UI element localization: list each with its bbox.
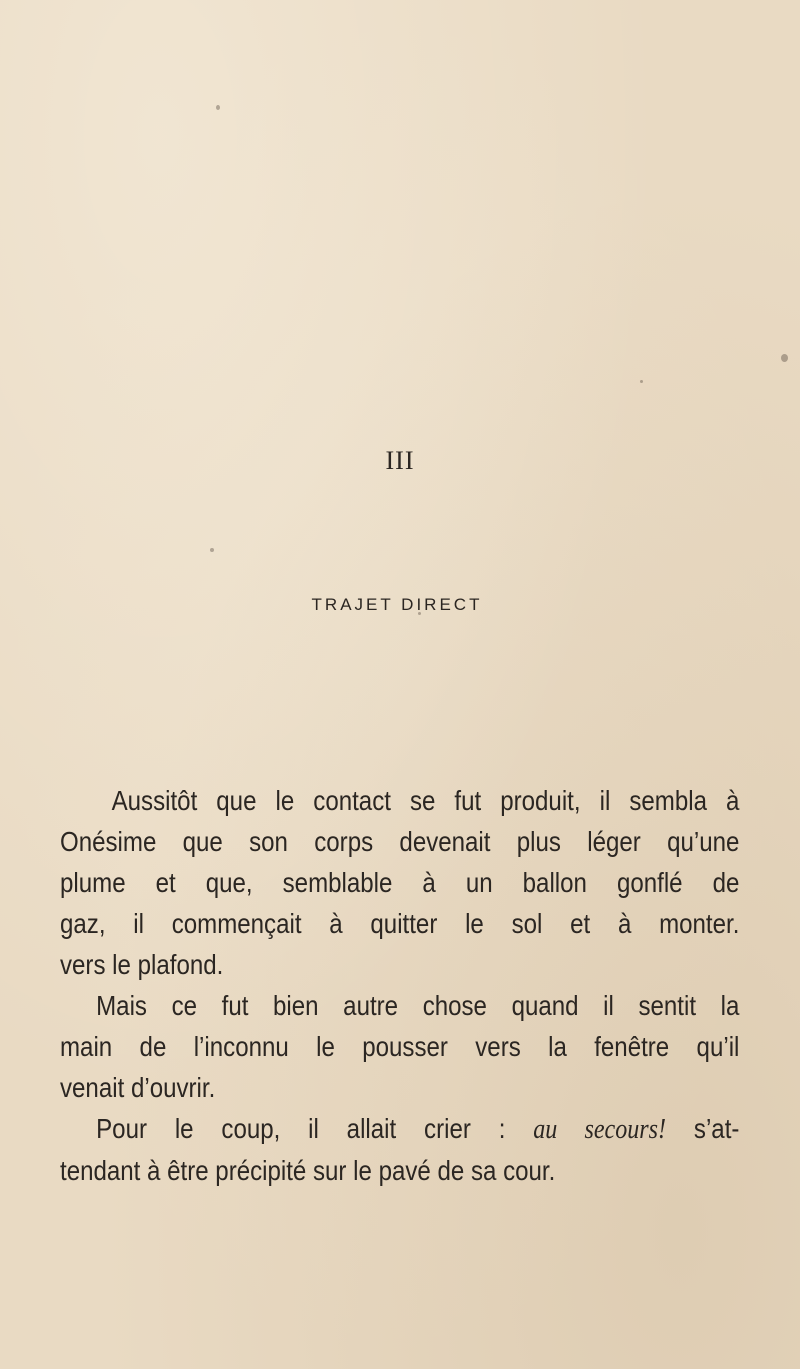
- text-line: plume et que, semblable à un ballon gonflé de: [60, 867, 740, 898]
- text-line: Onésime que son corps devenait plus léger qu’une: [60, 826, 740, 857]
- text-line: Mais ce fut bien autre chose quand il sentit la: [96, 990, 740, 1021]
- text-line: gaz, il commençait à quitter le sol et à monter.: [60, 908, 740, 939]
- text-run: Pour le coup, il allait crier :: [96, 1113, 534, 1144]
- text-line: [60, 1108, 739, 1150]
- text-line: vers le plafond.: [60, 949, 224, 980]
- paragraph-1: [60, 780, 739, 985]
- italic-exclamation: au secours!: [533, 1114, 667, 1145]
- paragraph-3: [60, 1108, 739, 1191]
- chapter-number: III: [385, 446, 415, 475]
- text-line: main de l’inconnu le pousser vers la fenêtre qu’il: [60, 1031, 740, 1062]
- text-line: venait d’ouvrir.: [60, 1072, 216, 1103]
- text-line: Aussitôt que le contact se fut produit, il sembla à: [111, 785, 740, 816]
- chapter-title: TRAJET DIRECT: [311, 595, 483, 614]
- body-text: [60, 780, 739, 1191]
- text-line: tendant à être précipité sur le pavé de sa cour.: [60, 1155, 556, 1186]
- paragraph-2: [60, 985, 739, 1108]
- text-run: s’at-: [666, 1113, 740, 1144]
